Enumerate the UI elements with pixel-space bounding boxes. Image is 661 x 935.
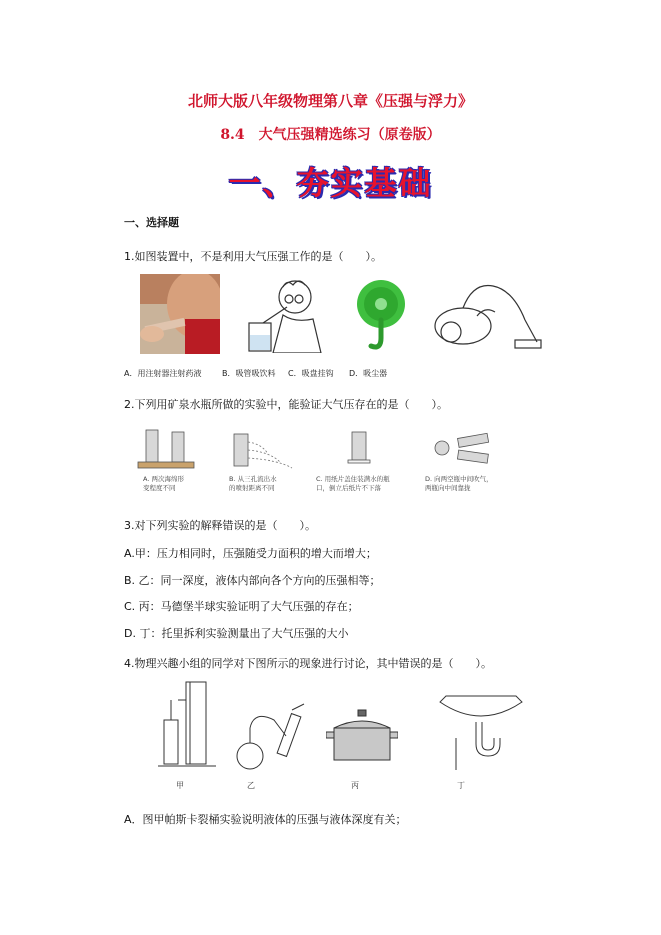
q3-option-d: D. 丁：托里拆利实验测量出了大气压强的大小 bbox=[124, 627, 349, 640]
q2-caption-a: A. 两次海绵形 变程度不同 bbox=[143, 475, 184, 492]
q1-caption-b: B．吸管吸饮料 bbox=[222, 369, 276, 378]
q2-caption-d: D. 向两空瓶中间吹气， 两瓶向中间靠拢 bbox=[425, 475, 493, 492]
vacuum-cleaner-figure bbox=[433, 276, 545, 356]
q4-pressure-cooker bbox=[326, 700, 398, 768]
q4-option-a: A．图甲帕斯卡裂桶实验说明液体的压强与液体深度有关； bbox=[124, 813, 407, 826]
q4-label-ding: 丁 bbox=[457, 781, 465, 790]
q2-bottle-paper bbox=[340, 428, 380, 470]
q3-option-c: C. 丙：马德堡半球实验证明了大气压强的存在； bbox=[124, 600, 359, 613]
q4-sink-trap bbox=[436, 690, 526, 770]
question-1-stem: 1.如图装置中，不是利用大气压强工作的是（ ）。 bbox=[124, 250, 382, 263]
q3-option-b: B. 乙：同一深度，液体内部向各个方向的压强相等； bbox=[124, 574, 381, 587]
q4-label-yi: 乙 bbox=[247, 781, 255, 790]
section-heading: 一、选择题 bbox=[124, 216, 179, 229]
q1-caption-a: A．用注射器注射药液 bbox=[124, 369, 202, 378]
q2-blowing-bottles bbox=[432, 428, 500, 470]
q4-label-bing: 丙 bbox=[351, 781, 359, 790]
document-title: 北师大版八年级物理第八章《压强与浮力》 bbox=[187, 92, 473, 110]
q4-pascal-barrel bbox=[156, 680, 222, 770]
document-subtitle: 8.4 大气压强精选练习（原卷版） bbox=[220, 127, 441, 143]
q2-caption-b: B. 从三孔流出水 的喷射距离不同 bbox=[229, 475, 277, 492]
straw-drinking-figure bbox=[243, 275, 325, 353]
q2-bottles-sponge bbox=[136, 428, 196, 470]
question-4-stem: 4.物理兴趣小组的同学对下图所示的现象进行讨论，其中错误的是（ ）。 bbox=[124, 657, 492, 670]
section-banner: 一、夯实基础 bbox=[228, 164, 433, 202]
q3-option-a: A.甲：压力相同时，压强随受力面积的增大而增大； bbox=[124, 547, 377, 560]
q4-label-jia: 甲 bbox=[176, 781, 184, 790]
question-3-stem: 3.对下列实验的解释错误的是（ ）。 bbox=[124, 519, 316, 532]
q2-caption-c: C. 用纸片盖住装满水的瓶 口，倒立后纸片不下落 bbox=[316, 475, 390, 492]
suction-hook-figure bbox=[351, 276, 411, 354]
question-2-stem: 2.下列用矿泉水瓶所做的实验中，能验证大气压存在的是（ ）。 bbox=[124, 398, 448, 411]
q1-caption-c: C．吸盘挂钩 bbox=[288, 369, 334, 378]
q4-flask-pump bbox=[234, 700, 318, 772]
q1-caption-d: D．吸尘器 bbox=[349, 369, 388, 378]
injection-photo bbox=[140, 274, 220, 354]
q2-bottle-holes bbox=[228, 428, 298, 470]
